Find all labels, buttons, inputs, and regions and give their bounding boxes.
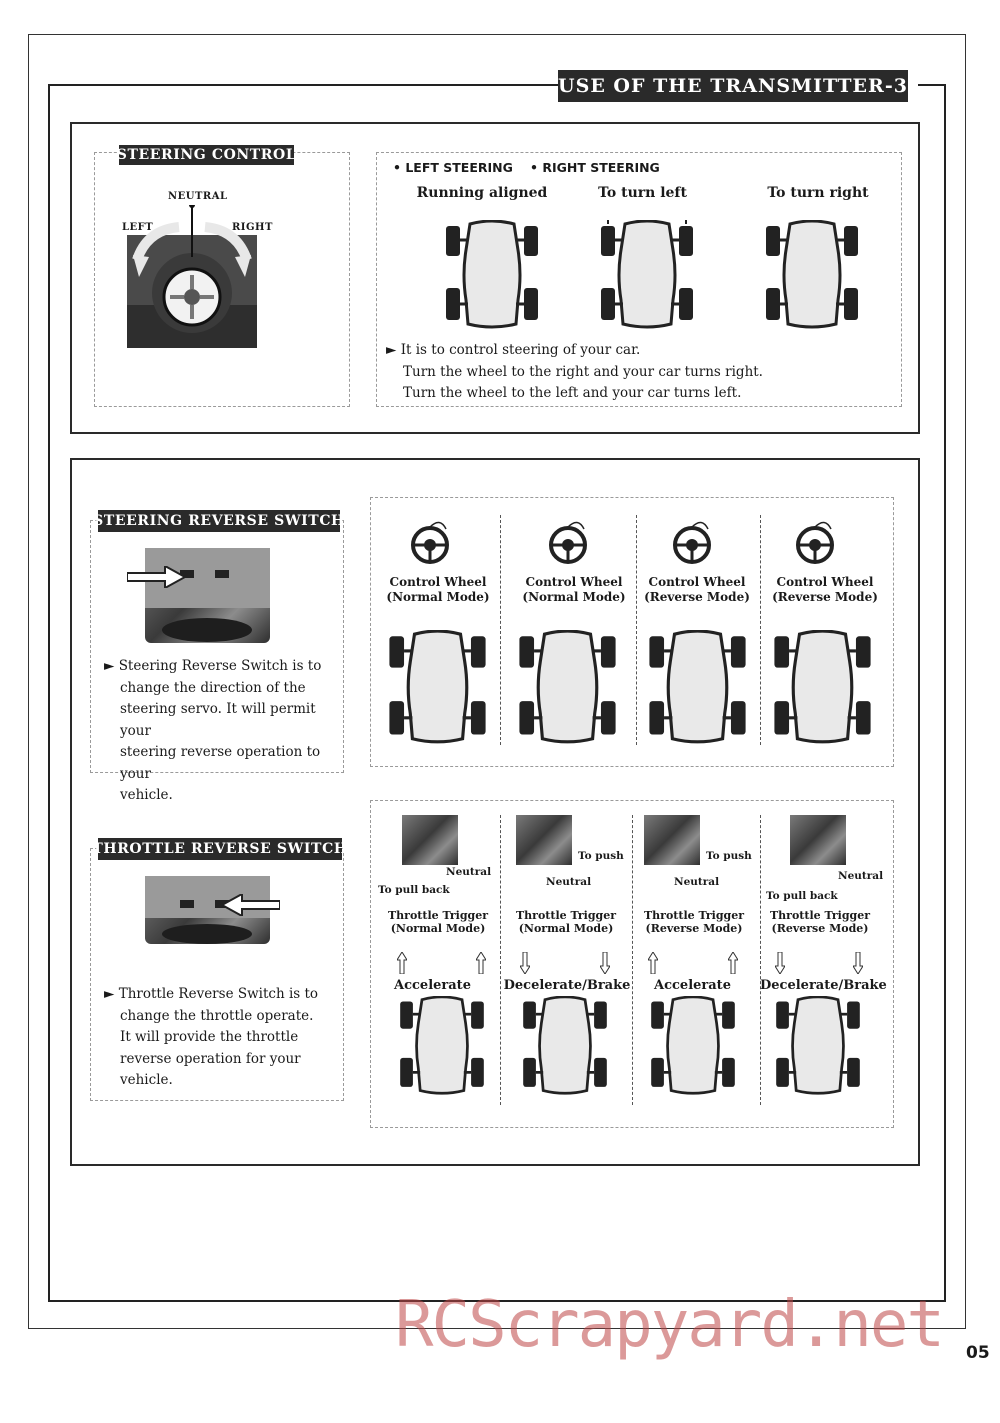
control-wheel-caption-3: Control Wheel (Reverse Mode) bbox=[644, 575, 750, 604]
car-throttle-diagram-3 bbox=[643, 996, 743, 1096]
frame-line-top-right bbox=[918, 84, 946, 86]
divider bbox=[500, 515, 501, 745]
divider bbox=[500, 815, 501, 1105]
car-steer-diagram-1 bbox=[385, 630, 490, 745]
running-aligned-heading: Running aligned bbox=[416, 185, 548, 201]
left-steering-bullet: • LEFT STEERING bbox=[393, 160, 513, 175]
sr-desc-line-1: Steering Reverse Switch is to bbox=[118, 658, 322, 674]
throttle-trigger-photo bbox=[790, 815, 846, 865]
decelerate-label-2: Decelerate/Brake bbox=[503, 978, 631, 993]
car-throttle-diagram-2 bbox=[515, 996, 615, 1096]
switch-pointer-arrow-icon bbox=[127, 566, 187, 588]
car-steer-diagram-3 bbox=[645, 630, 750, 745]
sr-desc-line-4: steering reverse operation to your bbox=[120, 744, 321, 782]
decelerate-label-4: Decelerate/Brake bbox=[760, 978, 887, 993]
divider bbox=[632, 815, 633, 1105]
throttle-trigger-photo bbox=[644, 815, 700, 865]
frame-line-right bbox=[944, 84, 946, 1302]
steering-reverse-tag: STEERING REVERSE SWITCH bbox=[98, 510, 340, 532]
car-right-diagram bbox=[762, 220, 862, 330]
watermark: RCScrapyard.net bbox=[395, 1288, 943, 1362]
right-steering-bullet: • RIGHT STEERING bbox=[530, 160, 660, 175]
up-arrow-icon bbox=[648, 952, 658, 974]
control-wheel-icon bbox=[672, 515, 712, 565]
throttle-trigger-photo bbox=[402, 815, 458, 865]
tr-desc-line-5: vehicle. bbox=[120, 1072, 173, 1088]
steering-control-tag: STEERING CONTROL bbox=[116, 147, 297, 163]
accelerate-label-3: Accelerate bbox=[654, 978, 731, 993]
neutral-label: Neutral bbox=[546, 876, 592, 888]
pull-back-label: To pull back bbox=[766, 890, 838, 902]
sr-desc-line-3: steering servo. It will permit your bbox=[120, 701, 316, 739]
throttle-trigger-photo bbox=[516, 815, 572, 865]
control-wheel-caption-1: Control Wheel (Normal Mode) bbox=[386, 575, 490, 604]
car-throttle-diagram-1 bbox=[392, 996, 492, 1096]
steering-reverse-switch-photo bbox=[145, 548, 270, 643]
down-arrow-icon bbox=[853, 952, 863, 974]
up-arrow-icon bbox=[728, 952, 738, 974]
steering-desc-line-1: It is to control steering of your car. bbox=[400, 342, 641, 358]
turn-right-heading: To turn right bbox=[767, 185, 869, 201]
throttle-trigger-caption-1: Throttle Trigger (Normal Mode) bbox=[387, 909, 489, 935]
neutral-label: Neutral bbox=[838, 870, 884, 882]
page-title: USE OF THE TRANSMITTER-3 bbox=[558, 70, 908, 102]
bullet-arrow-icon: ► bbox=[104, 658, 115, 674]
throttle-reverse-tag: THROTTLE REVERSE SWITCH bbox=[98, 838, 342, 860]
down-arrow-icon bbox=[600, 952, 610, 974]
sr-desc-line-5: vehicle. bbox=[120, 787, 173, 803]
sr-desc-line-2: change the direction of the bbox=[120, 679, 306, 696]
tr-desc-line-1: Throttle Reverse Switch is to bbox=[118, 986, 319, 1002]
bullet-arrow-icon: ► bbox=[386, 342, 397, 358]
car-throttle-diagram-4 bbox=[768, 996, 868, 1096]
page-number: 05 bbox=[966, 1343, 990, 1363]
steering-control-description bbox=[386, 340, 886, 405]
accelerate-label-1: Accelerate bbox=[394, 978, 471, 993]
control-wheel-icon bbox=[410, 515, 450, 565]
frame-line-left bbox=[48, 84, 50, 1302]
bullet-arrow-icon: ► bbox=[104, 986, 115, 1002]
turn-left-heading: To turn left bbox=[598, 185, 687, 201]
push-label: To push bbox=[706, 850, 752, 862]
right-label: RIGHT bbox=[232, 222, 273, 233]
steering-desc-line-2: Turn the wheel to the right and your car turns right. bbox=[403, 363, 763, 380]
left-label: LEFT bbox=[122, 222, 154, 233]
push-label: To push bbox=[578, 850, 624, 862]
car-steer-diagram-4 bbox=[770, 630, 875, 745]
frame-line-top-left bbox=[48, 84, 560, 86]
car-aligned-diagram bbox=[442, 220, 542, 330]
car-steer-diagram-2 bbox=[515, 630, 620, 745]
divider bbox=[636, 515, 637, 745]
tr-desc-line-2: change the throttle operate. bbox=[120, 1007, 314, 1024]
throttle-reverse-description bbox=[104, 984, 349, 1092]
tr-desc-line-4: reverse operation for your bbox=[120, 1050, 301, 1067]
down-arrow-icon bbox=[520, 952, 530, 974]
pull-back-label: To pull back bbox=[378, 884, 450, 896]
control-wheel-caption-2: Control Wheel (Normal Mode) bbox=[522, 575, 626, 604]
throttle-trigger-caption-2: Throttle Trigger (Normal Mode) bbox=[515, 909, 617, 935]
transmitter-wheel-photo bbox=[127, 205, 257, 348]
neutral-label: Neutral bbox=[674, 876, 720, 888]
steering-reverse-description bbox=[104, 656, 349, 807]
up-arrow-icon bbox=[476, 952, 486, 974]
divider bbox=[760, 815, 761, 1105]
car-left-diagram bbox=[597, 220, 697, 330]
control-wheel-caption-4: Control Wheel (Reverse Mode) bbox=[772, 575, 878, 604]
throttle-trigger-caption-4: Throttle Trigger (Reverse Mode) bbox=[769, 909, 871, 935]
down-arrow-icon bbox=[775, 952, 785, 974]
up-arrow-icon bbox=[397, 952, 407, 974]
neutral-label: NEUTRAL bbox=[168, 191, 228, 202]
steering-desc-line-3: Turn the wheel to the left and your car turns left. bbox=[403, 385, 742, 401]
neutral-label: Neutral bbox=[446, 866, 492, 878]
throttle-trigger-caption-3: Throttle Trigger (Reverse Mode) bbox=[643, 909, 745, 935]
divider bbox=[760, 515, 761, 745]
tr-desc-line-3: It will provide the throttle bbox=[120, 1029, 299, 1045]
switch-pointer-arrow-icon bbox=[220, 894, 280, 916]
control-wheel-icon bbox=[548, 515, 588, 565]
control-wheel-icon bbox=[795, 515, 835, 565]
